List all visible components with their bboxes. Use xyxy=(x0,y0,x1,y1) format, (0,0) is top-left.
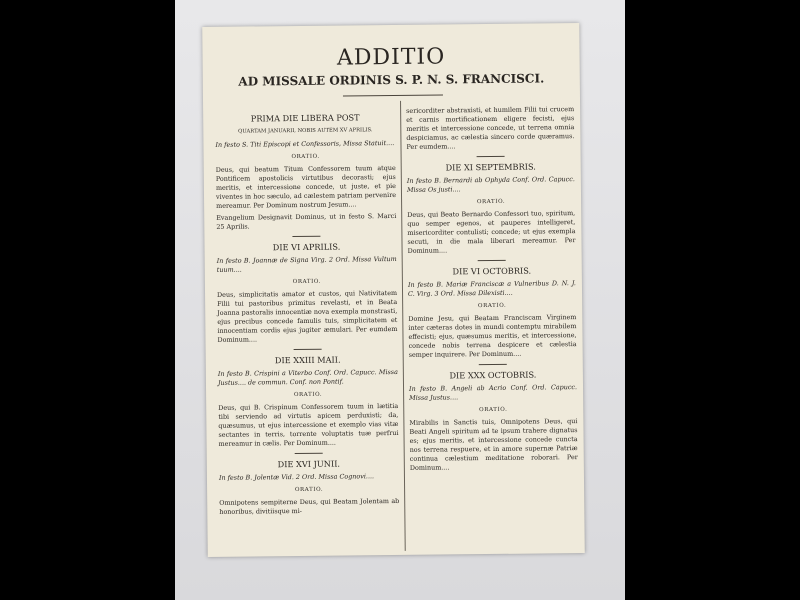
prayer-text: Mirabilis in Sanctis tuis, Omnipotens Deus, qui Beati Angeli spiritum ad te ipsum trahere dignatus es; ejus meritis, et intercessione concede cuncta nos terrena respuere, et in amore supernæ Patriæ continua cælestium meditatione roborari. Per Dominum.... xyxy=(409,417,578,472)
oratio-label: ORATIO. xyxy=(294,486,324,494)
section-subheading: QUARTAM JANUARII, NOBIS AUTEM XV APRILIS. xyxy=(238,127,373,135)
section-rule xyxy=(292,236,320,237)
oratio-label: ORATIO. xyxy=(291,153,320,161)
feast-line: In festo S. Titi Episcopi et Confessoris, Missa Statuit.... xyxy=(215,138,395,149)
feast-line: In festo B. Jolentæ Vid. 2 Ord. Missa Cognovi.... xyxy=(218,472,375,482)
page-title: ADDITIO xyxy=(336,44,446,71)
prayer-text: Omnipotens sempiterne Deus, qui Beatam Jolentam ab honoribus, divitiisque mi- xyxy=(219,496,400,516)
section-heading: DIE VI APRILIS. xyxy=(272,241,341,253)
section-heading: DIE XVI JUNII. xyxy=(277,458,341,470)
feast-line: In festo B. Angeli ab Acrio Conf. Ord. Capucc. Missa Justus.... xyxy=(408,383,578,402)
prayer-text: Deus, qui B. Crispinum Confessorem tuum in lætitia tibi serviendo ad virtutis apicem perduxisti; da, quæsumus, ut ejus intercessione et exemplo vias vitæ sectantes in terris, torrente voluptatis tuæ perfrui mereamur in cælis. Per Dominum.... xyxy=(218,401,399,448)
oratio-label: ORATIO. xyxy=(293,391,323,399)
oratio-label: ORATIO. xyxy=(476,198,506,206)
section-rule xyxy=(479,364,507,365)
oratio-label: ORATIO. xyxy=(477,302,507,310)
column-divider xyxy=(400,101,406,551)
title-rule xyxy=(343,94,443,96)
left-column xyxy=(215,107,399,520)
section-heading: DIE VI OCTOBRIS. xyxy=(452,265,532,277)
section-heading: PRIMA DIE LIBERA POST xyxy=(250,112,360,124)
prayer-text: Domine Jesu, qui Beatam Franciscam Virginem inter cæteras dotes in mundi contemptu mirabilem effecisti; ejus, quæsumus meritis, et intercessione, concede nobis terrena despicere et cælestia semper inquirere. Per Dominum.... xyxy=(408,313,577,359)
gospel-note: Evangelium Designavit Dominus, ut in festo S. Marci 25 Aprilis. xyxy=(216,211,397,231)
feast-line: In festo B. Crispini a Viterbo Conf. Ord. Capucc. Missa Justus.... de commun. Conf. non Pontif. xyxy=(217,367,398,387)
section-rule xyxy=(477,156,505,157)
section-rule xyxy=(295,453,323,454)
section-rule xyxy=(478,260,506,261)
feast-line: In festo B. Bernardi ab Ophyda Conf. Ord. Capucc. Missa Os justi.... xyxy=(406,175,575,194)
right-column xyxy=(406,105,578,476)
prayer-text: Deus, simplicitatis amator et custos, qui Nativitatem Filii tui pastoribus primitus revelasti, et in Beata Joanna pastoralis innocentiæ nova exempla monstrasti, ejus precibus concede famulis tuis, simplicitatem et innocentiam cordis ejus jugiter æmulari. Per eumdem Dominum.... xyxy=(216,288,398,344)
section-heading: DIE XXIII MAII. xyxy=(274,354,341,366)
feast-line: In festo B. Joannæ de Signa Virg. 2 Ord. Missa Vultum tuum.... xyxy=(216,254,397,274)
oratio-label: ORATIO. xyxy=(479,406,508,414)
prayer-text: Deus, qui Beato Bernardo Confessori tuo, spiritum, quo semper egenos, et pauperes intelligeret, misericorditer contulisti; concede; ut ejus exempla secuti, in die mala liberari mereamur. Per Dominum.... xyxy=(407,209,576,255)
oratio-label: ORATIO. xyxy=(292,278,322,286)
missal-page xyxy=(202,23,585,557)
section-heading: DIE XXX OCTOBRIS. xyxy=(449,369,537,381)
page-subtitle: AD MISSALE ORDINIS S. P. N. S. FRANCISCI. xyxy=(238,71,545,89)
prayer-text: Deus, qui beatum Titum Confessorem tuum atque Pontificem apostolicis virtutibus decorasti; ejus meritis, et intercessione concede, ut juste, et pie viventes in hoc sæculo, ad cælestem patriam pervenire mereamur. Per Dominum nostrum Jesum.... xyxy=(215,163,397,210)
prayer-text: sericorditer abstraxisti, et humilem Filii tui crucem et carnis mortificationem eligere fecisti, ejus meritis et intercessione concede, ut terrena omnia despiciamus, ac cælestia sincero corde quæramus. Per eumdem.... xyxy=(406,105,575,151)
section-rule xyxy=(294,349,322,350)
section-heading: DIE XI SEPTEMBRIS. xyxy=(445,161,536,173)
feast-line: In festo B. Mariæ Franciscæ a Vulneribus D. N. J. C. Virg. 3 Ord. Missa Dilexisti.... xyxy=(407,279,576,298)
